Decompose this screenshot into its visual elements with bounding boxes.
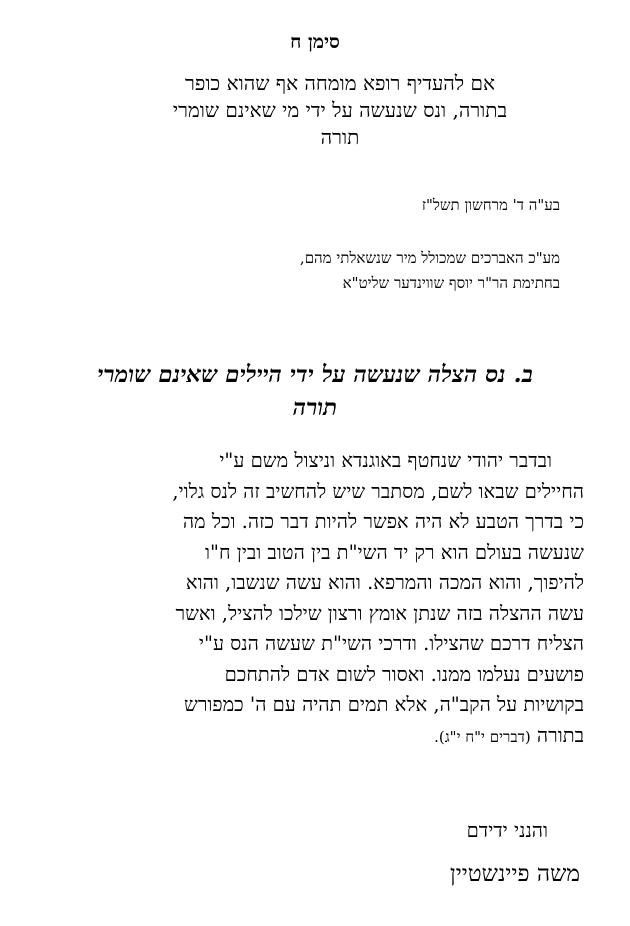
scripture-reference: (דברים י"ח י"ג). [434,727,531,746]
body-line: להיפוך, והוא המכה והמרפא. והוא עשה שנשבו, והוא [185,571,584,594]
addressees [120,246,560,296]
closing-phrase: והנני ידידם [466,819,548,842]
body-last-line-text: בתורה [536,723,584,747]
body-last-line [22,721,584,753]
body-line: פושעים נעלמו ממנו. ואסור לשום אדם להתחכם [224,662,584,686]
addressee-line: בחתימת הר"ר יוסף שווינדער שליט"א [342,274,560,292]
body-line: שנעשה בעולם הוא רק יד השי"ת בין הטוב ובין ח"ו [205,540,584,564]
addressee-line: מע"כ האברכים שמכולל מיר שנשאלתי מהם, [299,249,560,267]
body-line: עשה ההצלה בזה שנתן אומץ ורצון שילכו להציל, ואשר [175,601,584,625]
body-line: החיילים שבאו לשם, מסתבר שיש להחשיב זה לנס גלוי, [172,479,584,503]
question-line: בתורה, ונס שנעשה על ידי מי שאינם שומרי [172,98,508,122]
body-line: בקושיות על הקב"ה, אלא תמים תהיה עם ה' כמפורש [184,693,584,716]
section-heading-line: תורה [292,394,338,421]
question-title [120,70,560,151]
question-line: תורה [320,125,360,149]
section-heading [30,358,600,424]
body-line: ובדבר יהודי שנחטף באוגנדא וניצול משם ע"י [219,449,552,472]
body-paragraph [22,446,584,752]
body-line: כי בדרך הטבע לא היה אפשר להיות דבר כזה. וכל מה [182,510,584,533]
siman-title: סימן ח [290,31,340,53]
signature: משה פיינשטיין [449,861,580,887]
question-line: אם להעדיף רופא מומחה אף שהוא כופר [185,71,495,95]
section-heading-line: ב. נס הצלה שנעשה על ידי היילים שאינם שומרי [97,361,533,388]
letter-date: בע"ה ד' מרחשון תשל"ז [421,196,560,214]
body-line: הצליח דרכם שהצילו. ודרכי השי"ת שעשה הנס ע"י [198,632,584,655]
